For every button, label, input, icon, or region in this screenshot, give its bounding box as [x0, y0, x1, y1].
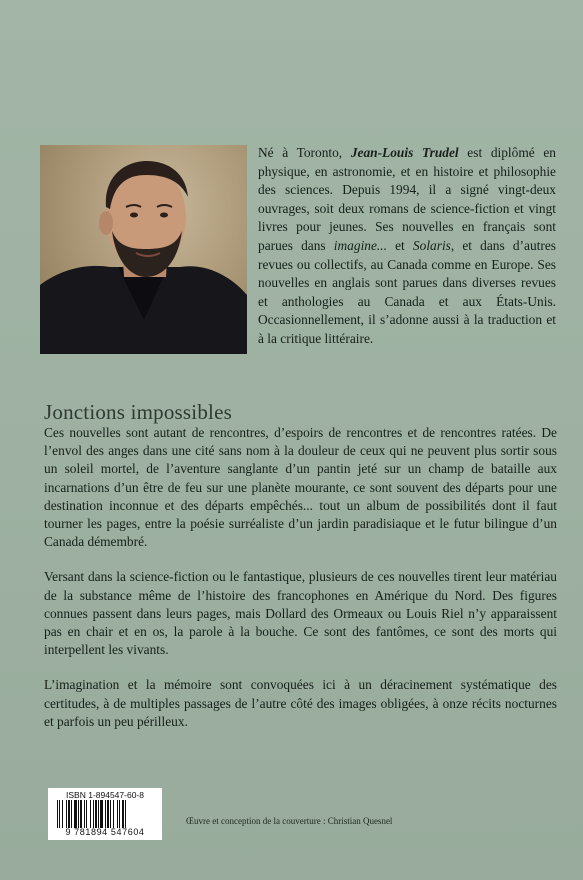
description-paragraph: Ces nouvelles sont autant de rencontres, d’espoirs de rencontres et de rencontres ratées. De l’envol des anges dans une cité sans nom à la douleur de ceux qui ne peuvent plus sortir sous un soleil mortel, de l’aventure sanglante d’un pantin jeté sur un champ de bataille aux incarnations d’un être de feu sur une planète mourante, ce sont souvent des départs pour une destination inconnue et des départs empêchés... tout un album de possibilités dont il faut tourner les pages, entre la poésie surréaliste d’un jardin paradisiaque et le futur bilingue d’un Canada démembré.	[44, 425, 557, 550]
author-photo	[40, 145, 247, 354]
barcode-digits: 9 781894 547604	[65, 827, 145, 837]
isbn-barcode-box	[48, 788, 162, 840]
bio-text-1: est diplômé en physique, en astronomie, et en histoire et philosophie des sciences. Depuis 1994, il a signé vingt-deux ouvrages, soit deux romans de science-fiction et vingt livres pour jeunes. Ses nouvelles en français sont parues dans	[258, 145, 556, 253]
author-portrait-graphic	[40, 145, 247, 354]
magazine-title-solaris: Solaris	[412, 237, 451, 253]
bio-text-2: et	[386, 237, 413, 253]
author-bio	[258, 144, 556, 349]
bio-text-3: , et dans d’autres revues ou collectifs, au Canada comme en Europe. Ses nouvelles en anglais sont parues dans diverses revues et anthologies au Canada et aux États-Unis. Occasionnellement, il s’adonne aussi à la traduction et à la critique littéraire.	[258, 237, 556, 346]
description-paragraph: Versant dans la science-fiction ou le fantastique, plusieurs de ces nouvelles tirent leur matériau de la substance même de l’histoire des francophones en Amérique du Nord. Des figures connues passent dans leurs pages, mais Dollard des Ormeaux ou Louis Riel n’y apparaissent pas en chair et en os, la parole à la bouche. Ce sont des fantômes, ce sont des morts qui interpellent les vivants.	[44, 569, 557, 658]
magazine-title-imagine: imagine...	[333, 237, 387, 253]
book-description	[44, 424, 557, 748]
cover-credit: Œuvre et conception de la couverture : Christian Quesnel	[186, 816, 393, 826]
isbn-label: ISBN 1-894547-60-8	[66, 790, 144, 800]
description-paragraph: L’imagination et la mémoire sont convoquées ici à un déracinement systématique des certitudes, à de multiples passages de l’autre côté des images obligées, à onze récits nocturnes et parfois un peu périlleux.	[44, 677, 557, 729]
author-name: Jean-Louis Trudel	[350, 145, 459, 160]
barcode-icon	[57, 800, 155, 828]
book-title: Jonctions impossibles	[44, 400, 232, 424]
bio-intro: Né à Toronto,	[258, 145, 351, 160]
